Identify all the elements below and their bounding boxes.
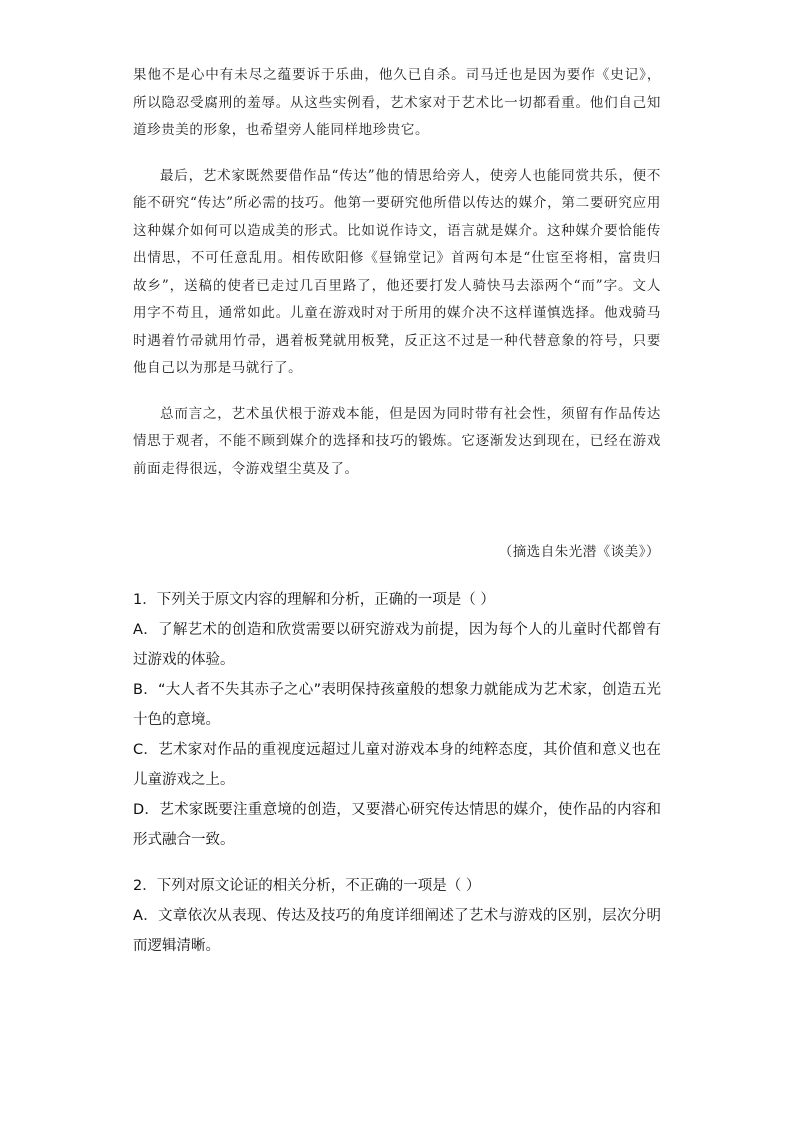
question-stem: 1．下列关于原文内容的理解和分析，正确的一项是（ ）: [133, 592, 495, 608]
option-a: A．文章依次从表现、传达及技巧的角度详细阐述了艺术与游戏的区别，层次分明而逻辑清晰。: [133, 908, 661, 954]
option-c: C．艺术家对作品的重视度远超过儿童对游戏本身的纯粹态度，其价值和意义也在儿童游戏之上。: [133, 742, 661, 788]
reading-passage: [133, 62, 661, 483]
option-b: B．“大人者不失其赤子之心”表明保持孩童般的想象力就能成为艺术家，创造五光十色的意境。: [133, 682, 661, 728]
question-stem: 2．下列对原文论证的相关分析，不正确的一项是（ ）: [133, 878, 481, 894]
question-2: [133, 871, 661, 961]
option-d: D．艺术家既要注重意境的创造，又要潜心研究传达情思的媒介，使作品的内容和形式融合一致。: [133, 802, 661, 848]
question-1: [133, 585, 661, 855]
passage-paragraph-1: 果他不是心中有未尽之蕴要诉于乐曲，他久已自杀。司马迁也是因为要作《史记》，所以隐忍受腐刑的羞辱。从这些实例看，艺术家对于艺术比一切都看重。他们自己知道珍贵美的形象，也希望旁人能同样地珍贵它。: [133, 67, 661, 138]
question-list: [133, 585, 661, 961]
option-a: A．了解艺术的创造和欣赏需要以研究游戏为前提，因为每个人的儿童时代都曾有过游戏的体验。: [133, 622, 661, 668]
passage-paragraph-3: 总而言之，艺术虽伏根于游戏本能，但是因为同时带有社会性，须留有作品传达情思于观者，不能不顾到媒介的选择和技巧的锻炼。它逐渐发达到现在，已经在游戏前面走得很远，令游戏望尘莫及了。: [133, 405, 661, 477]
passage-source: （摘选自朱光潜《谈美》）: [498, 544, 660, 560]
passage-paragraph-2: 最后，艺术家既然要借作品“传达”他的情思给旁人，使旁人也能同赏共乐，便不能不研究“传达”所必需的技巧。他第一要研究他所借以传达的媒介，第二要研究应用这种媒介如何可以造成美的形式。比如说作诗文，语言就是媒介。这种媒介要恰能传出情思，不可任意乱用。相传欧阳修《昼锦堂记》首两句本是“仕宦至将相，富贵归故乡”，送稿的使者已走过几百里路了，他还要打发人骑快马去添两个“而”字。文人用字不苟且，通常如此。儿童在游戏时对于所用的媒介决不这样谨慎选择。他戏骑马时遇着竹帚就用竹帚，遇着板凳就用板凳，反正这不过是一种代替意象的符号，只要他自己以为那是马就行了。: [133, 167, 661, 376]
